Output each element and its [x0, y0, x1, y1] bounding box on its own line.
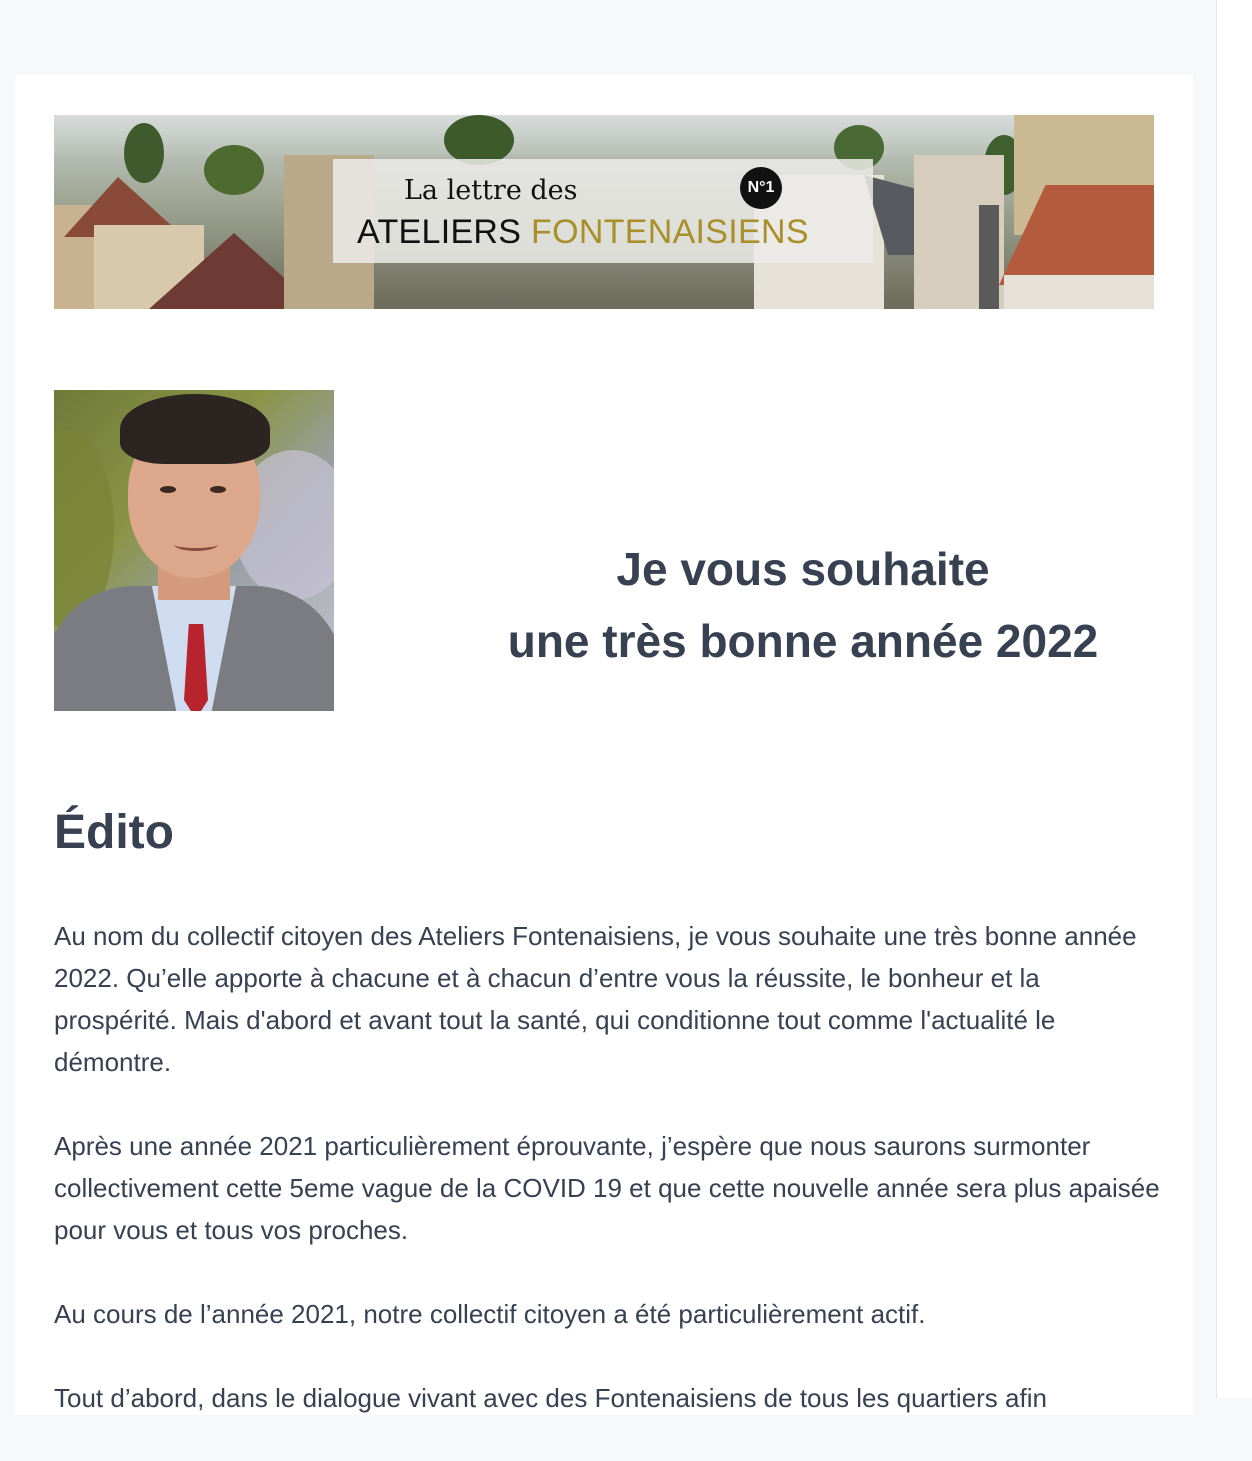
- banner-title-line1: La lettre des: [404, 175, 578, 206]
- header-banner: [54, 115, 1154, 309]
- greeting-line1: Je vous souhaite: [616, 543, 990, 595]
- issue-number-badge: N°1: [740, 167, 782, 209]
- edito-paragraph: Au nom du collectif citoyen des Ateliers Fontenaisiens, je vous souhaite une très bonne année 2022. Qu’elle apporte à chacune et à chacun d’entre vous la réussite, le bonheur et la prospérité. Mais d'abord et avant tout la santé, qui conditionne tout comme l'actualité le démontre.: [54, 921, 1137, 1077]
- portrait-eye: [210, 486, 226, 493]
- banner-tree: [204, 145, 264, 195]
- edito-paragraph: Tout d’abord, dans le dialogue vivant avec des Fontenaisiens de tous les quartiers afin: [54, 1383, 1047, 1413]
- edito-body: [54, 915, 1164, 1461]
- banner-title-fontenaisiens: FONTENAISIENS: [531, 213, 809, 251]
- edito-paragraph: Après une année 2021 particulièrement éprouvante, j’espère que nous saurons surmonter collectivement cette 5eme vague de la COVID 19 et que cette nouvelle année sera plus apaisée pour vous et tous vos proches.: [54, 1131, 1160, 1245]
- banner-street: [979, 205, 999, 309]
- portrait-eye: [160, 486, 176, 493]
- greeting-line2: une très bonne année 2022: [507, 615, 1099, 667]
- banner-title-line2: [357, 213, 809, 252]
- banner-tree: [124, 123, 164, 183]
- newsletter-card: [15, 75, 1193, 1415]
- edito-paragraph: Au cours de l’année 2021, notre collectif citoyen a été particulièrement actif.: [54, 1299, 926, 1329]
- edito-heading: Édito: [54, 806, 174, 859]
- portrait-hair: [120, 394, 270, 464]
- banner-building: [1004, 275, 1154, 309]
- author-portrait: [54, 390, 334, 711]
- new-year-greeting: [455, 533, 1151, 677]
- portrait-mouth: [174, 538, 218, 551]
- page-edge: [1216, 0, 1252, 1398]
- banner-title-ateliers: ATELIERS: [357, 213, 532, 251]
- banner-tree: [444, 115, 514, 165]
